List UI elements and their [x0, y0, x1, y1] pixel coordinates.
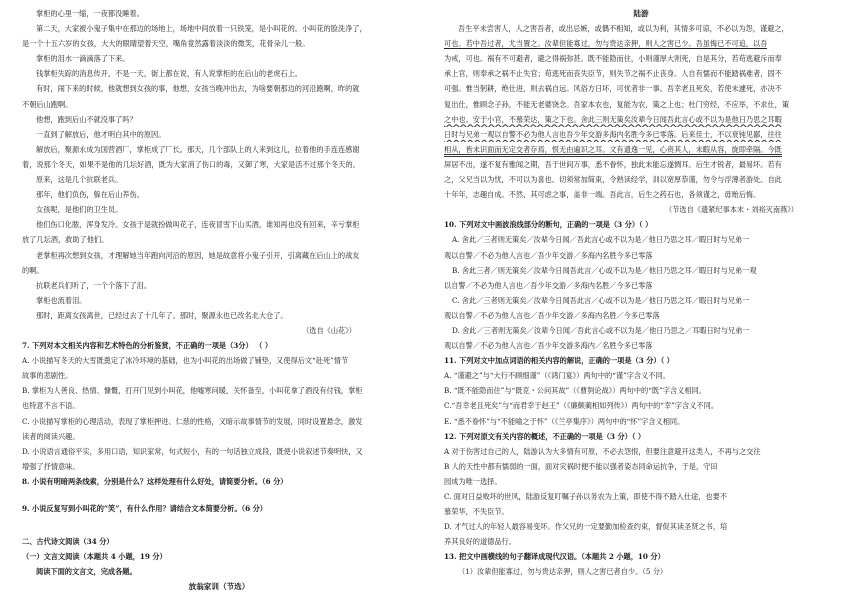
option-a-cont: 故事的悲剧性。 [22, 371, 73, 381]
option-d: D. 小说语言通俗平实，多用口语，知识家常，句式短小，有的一句话独立成段，既使小说叙述节奏明快，又 [22, 446, 363, 456]
story-paragraph: 不朝后山跑啊。 [22, 99, 73, 109]
story-paragraph: 掌柜的心里一缩，一夜都没睡着。 [36, 9, 144, 18]
story-paragraph: 那年，他们负伤，躲在后山养伤。 [36, 190, 144, 200]
passage-line [444, 36, 838, 51]
author-name: 陆游 [633, 9, 649, 18]
source-note: （选自《山花》） [302, 325, 356, 335]
story-paragraph: 放了几坛酒，救助了他们。 [22, 235, 109, 245]
section-heading: 二、古代诗文阅读（34 分） [22, 537, 114, 547]
option-c: C. 舍此／三者则无策矣／汝辈今日闻吾此言／心或不以为是／他日乃思之耳／暇日时与兄弟一 [452, 295, 750, 305]
option-e: E. “悉不眷怀”与“不能喻之于怀”（《兰亭集序》）两句中的“怀”字含义相同。 [444, 416, 685, 426]
option-a: A. 舍此／三者则无策矣／汝辈今日闻／吾此言心或不以为是／他日乃思之耳／暇日时与兄弟一 [452, 235, 750, 245]
story-paragraph: 第二天，大家被小鬼子集中在那边的场地上，场地中间放着一只铁笼，是小叫花的。小叫花的脸洗净了， [36, 24, 367, 34]
option-c: C. 小说描写掌柜的心理活动，表现了掌柜押进、仁慈的性格，又暗示故事情节的发展，同时设置悬念，激发 [22, 416, 363, 426]
option-c: C.“吾幸老且死矣”与“而君幸于赵王”（《廉颇蔺相如列传》）两句中的“幸”字含义不同。 [444, 401, 718, 411]
option-b: B 人的天性中都有懦弱的一面，面对灾祸时便不能以强者姿态同命运抗争，于是，守田 [444, 461, 718, 471]
wavy-underlined-text: 日时与兄弟一观以自警不必为他人言也吾少年交游多海内名胜今多已零落。后来佳士，不以衰钝见鄙，往往 [444, 129, 782, 139]
question-7: 7. 下列对本文相关内容和艺术特色的分析鉴赏，不正确的一项是（3分） （ ） [22, 341, 273, 351]
underlined-sentence: 相从，皆未识面而无定交者存焉，恨无由遍识之耳。文有遗逸一见，心贲其人，未暇从容，旋即牵隔。今既 [444, 145, 782, 157]
question-9: 9. 小说反复写到小叫花的“笑”，有什么作用？请结合文本简要分析。（6 分） [22, 504, 267, 513]
option-d: D. 才气过人的年轻人最容易变坏。作父兄的一定要勤加检查约束，督促其读圣贤之书，培 [444, 522, 728, 532]
option-b: B. 舍此三者／则无策矣／汝辈今日闻吾此言／心或不以为是／他日乃思之耳／暇日时与兄弟一观 [452, 265, 757, 275]
option-d-cont: 增强了抒情意味。 [22, 461, 80, 471]
option-a: A. 小说描写冬天的大雪既奠定了冰冷环境的基础，也为小叫花的出场做了铺垫，又使得后文“赴死”情节 [22, 356, 349, 366]
option-c: C. 面对日益败坏的世风，陆游反复叮嘱子孙以务农为上策，即使不得不踏入仕途，也要不 [444, 492, 727, 501]
passage-line [444, 127, 838, 142]
right-column [444, 6, 838, 580]
passage-line: 可强。惟当躬耕，绝仕进，则去祸自远。风俗方日坏，可忧者非一事。吾幸老且死矣，若使未遽死，亦决不 [444, 84, 782, 94]
question-11: 11. 下列对文中加点词语的相关内容的解说，正确的一项是（3 分）（ ） [444, 356, 674, 366]
left-column [22, 6, 416, 594]
option-b: B. “既不能隐而住”与“既克・公问其故”（《曹刿论战》）两句中的“既”字含义相同。 [444, 386, 706, 396]
passage-title: 放翁家训（节选） [188, 582, 250, 592]
story-paragraph: 是一个十五六岁的女孩，大大的眼睛望着天空，嘴角竟然露着淡淡的微笑，花骨朵儿一般。 [22, 39, 310, 49]
passage-line: 之，父兄当以为忧，不可以为喜也。切须常加简束，令熟读经学，训以宽厚恭谨，勿令与浮薄者游处。自此 [444, 175, 782, 185]
translation-item: （1）汝辈但能寡过，勿与贵达亲狎，则人之害已者自少。（5 分） [458, 567, 668, 577]
story-paragraph: 有时，闹下来的时候，他就想到女孩的事，他想，女孩当晚冲出去，为啥要朝那边的河沿跑啊，昨的就 [36, 84, 360, 94]
passage-line: 复出仕，惟顾念子孙，不能无老婆饶念。吾家本农也，复能为农，策之上也；杜门穷经，不应举，不求仕，策 [444, 99, 790, 109]
story-paragraph: 着，说那个冬天，如果不是他的几坛好酒，既为大家消了伤口的毒，又御了寒，大家是活不过那个冬天的。 [22, 159, 360, 169]
option-a: A. “谨避之”与“大行不顾细谨”（《鸿门宴》）两句中的“谨”字含义不同。 [444, 371, 670, 381]
story-paragraph: 老掌柜再次想到女孩，才理解她当年跑向河沿的原因，她是故意将小鬼子引开，引离藏在后山上的战友 [36, 250, 360, 260]
story-paragraph: 那时，距离女孩离世，已经过去了十几年了。那时，聚源永也已改名北大仓了。 [36, 310, 288, 320]
question-13: 13. 把文中画横线的句子翻译成现代汉语。（本题共 2 小题，10 分） [444, 552, 665, 562]
option-a: A 对于伤害过自己的人，陆游认为大多情有可原，不必去怨恨，但要注意避开这类人，不再与之交往 [444, 446, 761, 456]
question-10: 10. 下列对文中画波浪线部分的断句，正确的一项是（3 分）（ ） [444, 220, 653, 230]
option-c-cont: 读者的阅读兴趣。 [22, 431, 80, 441]
subsection-heading: （一）文言文阅读（本题共 4 小题，19 分） [22, 552, 167, 562]
option-b-cont: 也特意不言不语。 [22, 401, 80, 411]
story-paragraph: 解放后，聚源永成为国营酒厂，掌柜成了厂长。那天，几个部队上的人来到这儿，拉着他的手连连感谢 [36, 144, 360, 154]
story-paragraph: 钱掌柜失踪的消息传开，不是一天，街上都在说，有人说掌柜的在后山的老虎石上。 [36, 69, 302, 79]
question-8: 8. 小说有明暗两条线索，分别是什么？这样处理有什么好处，请简要分析。（6 分） [22, 476, 288, 486]
story-paragraph: 他想，跑到后山不就没事了吗？ [36, 114, 137, 124]
option-b: B. 掌柜为人善良、热情、慷慨，打开门见到小叫花，他嘘寒问暖，关怀备至，小叫花拿了酒没有付钱，掌柜 [22, 386, 363, 396]
option-c-cont: 慕荣华，不失臣节。 [444, 507, 509, 517]
option-d-cont: 养其良好的道德品行。 [444, 537, 516, 547]
source-note: （节选自《遗紧纪事本末・刘裕灭南燕》） [665, 205, 798, 215]
story-paragraph: 掌柜也流着泪。 [36, 295, 87, 305]
story-paragraph: 的啊。 [22, 265, 44, 275]
option-d-cont: 观以自警／不必为他人言也／吾少年交游多海内／名胜今多已零落 [444, 341, 653, 351]
passage-line [444, 142, 838, 157]
option-b-cont: 园成为唯一选择。 [444, 476, 502, 486]
story-paragraph: 掌柜的泪水一滴滴落了下来。 [36, 54, 130, 64]
option-d: D. 舍此／三者则无策矣／汝辈今日闻／吾此言心或不以为是／他日乃思之／耳暇日时与兄弟一 [452, 325, 750, 335]
reading-instruction: 阅读下面的文言文，完成各题。 [36, 567, 137, 577]
story-paragraph: 一直到了解放后，他才明白其中的原因。 [36, 129, 166, 139]
option-a-cont: 观以自警／不必为他人言也／吾少年交游／多海内名胜今多已零落 [444, 250, 653, 260]
story-paragraph: 女孩呢，是他们的卫生员。 [36, 205, 123, 215]
passage-line: 十年年，志趣自成。不然，其可虑之事，盖非一端。吾此言，后生之药石也，各须谨之，毋贻后悔。 [444, 190, 761, 200]
passage-line: 吾生平未尝害人，人之害吾者，或出忌嫉，或偶不相知，或以为利，其情多可谅，不必以为怨，谨避之， [458, 24, 789, 34]
question-12: 12. 下列对原文有关内容的概述，不正确的一项是（3 分）（ ） [444, 431, 646, 441]
story-paragraph: 原来，这是几个抗联老兵。 [36, 175, 123, 185]
underlined-sentence: 可也。若中吾过者，尤当置之。汝辈但能寡过，勿与贵达亲狎，则人之害已少。吾虽悔已不可追，以吾 [444, 39, 768, 49]
story-paragraph: 抗联老兵们听了，一个个落下了泪。 [36, 280, 152, 290]
story-paragraph: 他们伤口化脓，浑身发冷。女孩于是就扮做叫花子，连夜冒雪下山买酒，谁知再也没有回来，辛亏掌柜 [36, 220, 360, 230]
passage-line: 为戒，可也。祸有不可避者，避之得祸弥甚。既不能隐而住，小则谨厚大则死，自是其分，若苟逃避斥而奉 [444, 54, 782, 64]
passage-line [444, 112, 838, 127]
passage-line: 屏居不出，遂不复有雅闻之期，吾于世间万事，悉不眷怀，独此未能忘遂惆耳。后生才锐者，最易坏。若有 [444, 159, 782, 169]
option-c-cont: 观以自警／不必为他人言也／吾少年交游／多海内名胜／今多已零落 [444, 310, 660, 320]
option-b-cont: 以自警／不必为他人言也／吾少年交游／多海内名胜／今多已零落 [444, 280, 653, 290]
wavy-underlined-text: 之中也。安于小官，不慕荣达，策之下也。舍此三则无策矣汝辈今日闻吾此言心或不以为是他日乃思之耳暇 [444, 114, 782, 124]
passage-line: 承上官，则奉承之祸不止失官；苟逃死而丧失臣节，则失节之祸不止丧身。人自有懦而不能踏祸难者，固不 [444, 69, 782, 79]
